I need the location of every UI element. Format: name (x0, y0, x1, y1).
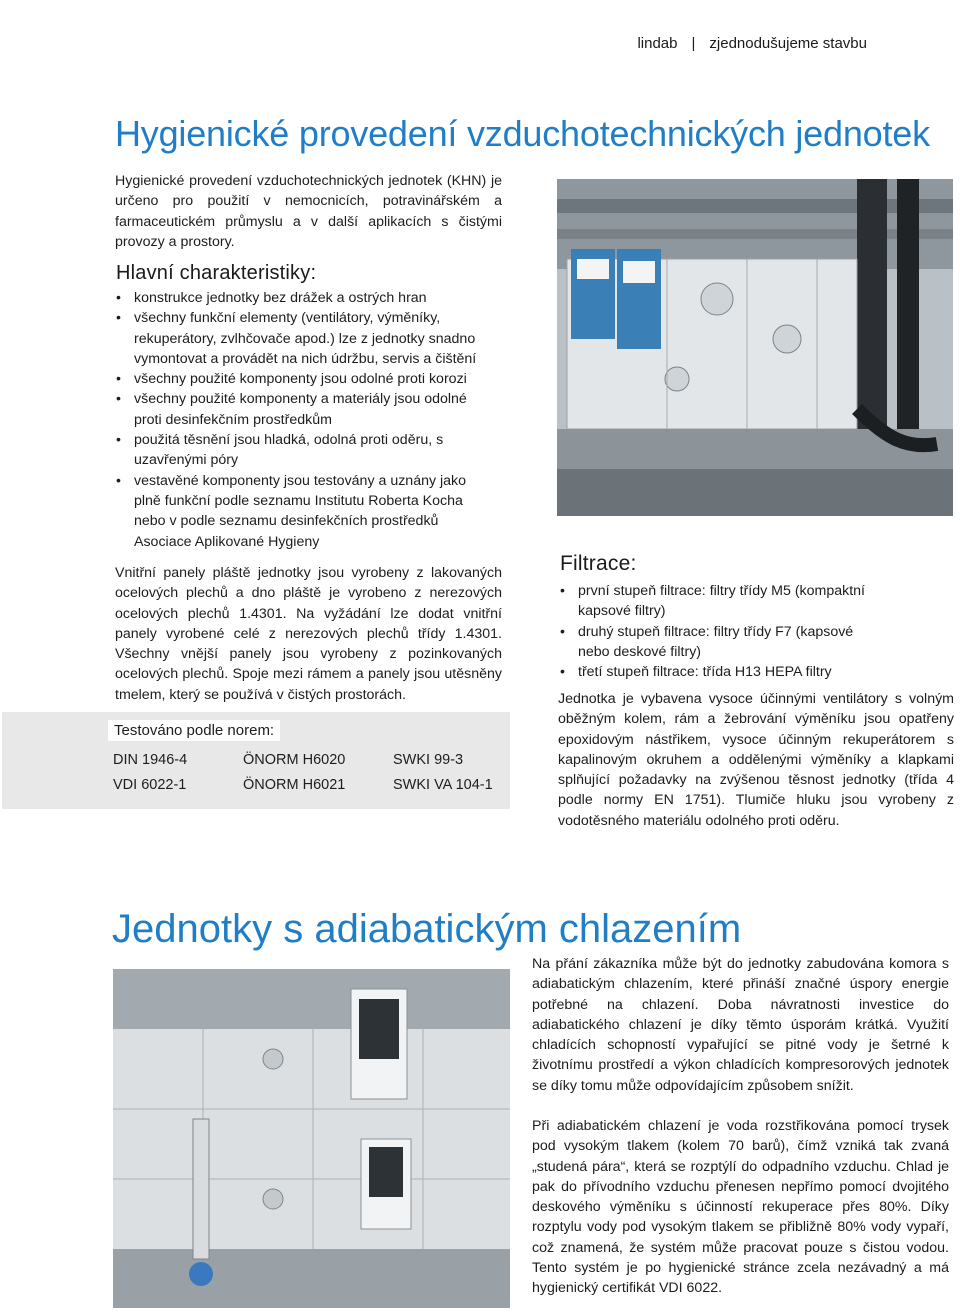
adiabatic-unit-photo (113, 969, 510, 1308)
feature-item: • všechny použité komponenty jsou odolné proti korozi (116, 371, 467, 388)
filtration-list (559, 581, 894, 682)
filtration-item: • první stupeň filtrace: filtry třídy M5 (kompaktní kapsové filtry) (560, 583, 865, 620)
features-heading: Hlavní charakteristiky: (116, 262, 317, 284)
page-header (637, 35, 867, 52)
adiabatic-unit-illustration (113, 969, 510, 1308)
section-title-hygienic: Hygienické provedení vzduchotechnických jednotek (115, 113, 930, 154)
section-title-adiabatic: Jednotky s adiabatickým chlazením (112, 907, 742, 951)
norm-din-1946: DIN 1946-4 (113, 752, 188, 768)
adiabatic-paragraph-2: Při adiabatickém chlazení je voda rozstřikována pomocí trysek pod vysokým tlakem (kolem 70 barů), čímž vzniká tak zvaná „studená pára“, která se rozptýlí do odpadního vzduchu. Chlad je pak do přívodního vzduchu přenesen nepřímo pomocí dvojitého deskového výměníku s účinností rekuperace přes 80%. Díky rozptylu vody pod vysokým tlakem se přibližně 80% vody vypaří, což znamená, že systém může pracovat pouze s čistou vodou. Tento systém je po hygienické stránce zcela nezávadný a má hygienický certifikát VDI 6022. (532, 1118, 949, 1297)
norm-onorm-h6020: ÖNORM H6020 (243, 752, 346, 768)
feature-item: • konstrukce jednotky bez drážek a ostrých hran (116, 290, 427, 306)
feature-item: • použitá těsnění jsou hladká, odolná proti oděru, s uzavřenými póry (116, 432, 444, 469)
features-list (115, 288, 487, 552)
intro-paragraph: Hygienické provedení vzduchotechnických jednotek (KHN) je určeno pro použití v nemocnicích, potravinářském a farmaceutickém průmyslu a v další aplikacích s čistými provozy a prostory. (115, 173, 502, 250)
hygienic-unit-photo (557, 179, 953, 516)
norm-swki-va-104: SWKI VA 104-1 (393, 777, 493, 793)
header-brand: lindab (637, 35, 678, 52)
feature-item: • vestavěné komponenty jsou testovány a uznány jako plně funkční podle seznamu Institutu Roberta Kocha nebo v podle seznamu desinfekčních prostředků Asociace Aplikované Hygieny (116, 472, 467, 550)
hygienic-unit-illustration (557, 179, 953, 516)
feature-item: • všechny funkční elementy (ventilátory, výměníky, rekuperátory, zvlhčovače apod.) lze z jednotky snadno vymontovat a provádět na nich údržbu, servis a čištění (116, 310, 477, 367)
filtration-heading: Filtrace: (560, 552, 637, 575)
norm-vdi-6022: VDI 6022-1 (113, 777, 187, 793)
feature-item: • všechny použité komponenty a materiály jsou odolné proti desinfekčním prostředkům (116, 391, 467, 428)
norms-box (2, 712, 510, 809)
filtration-item: • třetí stupeň filtrace: třída H13 HEPA filtry (560, 664, 832, 681)
filtration-item: • druhý stupeň filtrace: filtry třídy F7 (kapsové nebo deskové filtry) (560, 623, 854, 660)
norms-label: Testováno podle norem: (108, 720, 280, 741)
norm-onorm-h6021: ÖNORM H6021 (243, 777, 346, 793)
unit-description-paragraph: Jednotka je vybavena vysoce účinnými ventilátory s volným oběžným kolem, rám a žebrování výměníku jsou opatřeny epoxidovým nástřikem, vysoce účinným rekuperátorem s kapalinovým okruhem a oddělenými výměníky a klapkami splňující požadavky na zvýšenou těsnost jednotky (třída 4 podle normy EN 1751). Tlumiče hluku jsou vyrobeny z vodotěsného materiálu odolného proti oděru. (558, 691, 954, 829)
adiabatic-paragraph-1: Na přání zákazníka může být do jednotky zabudována komora s adiabatickým chlazením, které přináší značné úspory energie potřebné na chlazení. Doba návratnosti investice do adiabatického chlazení je díky těmto úsporám krátká. Využití chladících schopností vypařující se pitné vody je šetrné k životnímu prostředí a výkon chladících kompresorových jednotek se díky tomu může odpovídajícím způsobem snížit. (532, 956, 949, 1094)
norm-swki-99-3: SWKI 99-3 (393, 752, 464, 768)
panels-paragraph: Vnitřní panely pláště jednotky jsou vyrobeny z lakovaných ocelových plechů a dno pláště je vyrobeno z nerezových ocelových plechů 1.4301. Na vyžádání lze dodat vnitřní panely vyrobené celé z nerezových plechů třídy 1.4301. Všechny vnější panely jsou vyrobeny z pozinkovaných ocelových plechů. Spoje mezi rámem a panely jsou utěsněny tmelem, který se používá v čistých prostorách. (115, 565, 502, 703)
header-tagline: zjednodušujeme stavbu (709, 35, 867, 52)
header-separator: | (691, 35, 696, 52)
